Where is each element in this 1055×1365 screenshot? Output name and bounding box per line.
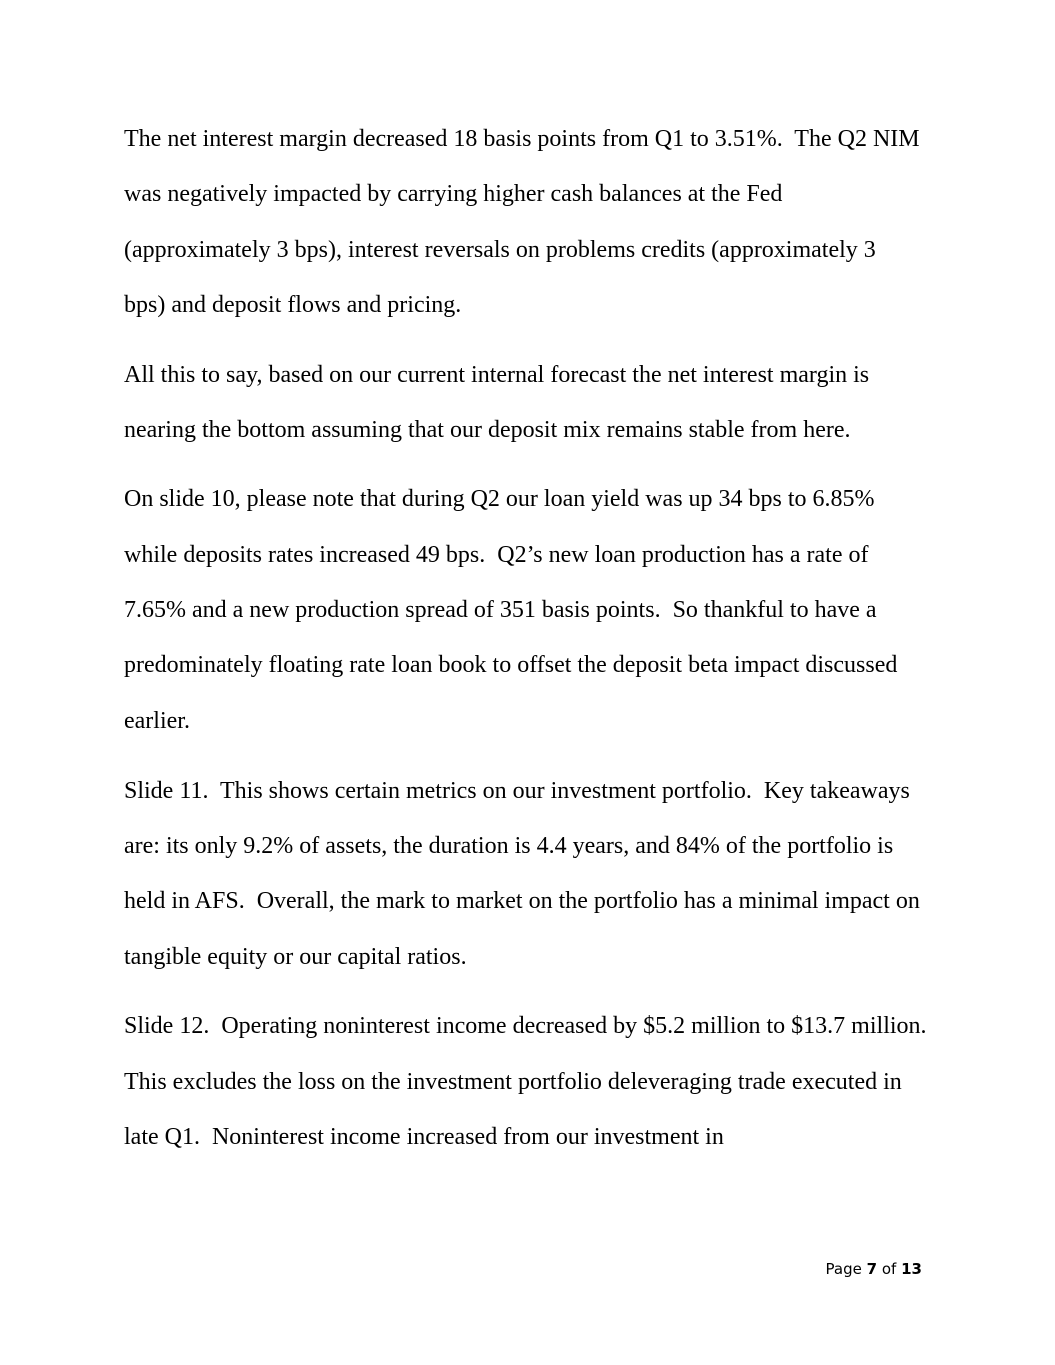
text-line: while deposits rates increased 49 bps. Q2’s new loan production has a rate of (124, 542, 869, 568)
text-line: held in AFS. Overall, the mark to market on the portfolio has a minimal impact on (124, 888, 920, 914)
total-pages-number: 13 (901, 1260, 922, 1278)
page-number (826, 1257, 922, 1281)
text-line: On slide 10, please note that during Q2 our loan yield was up 34 bps to 6.85% (124, 486, 875, 512)
text-line: are: its only 9.2% of assets, the duration is 4.4 years, and 84% of the portfolio is (124, 833, 894, 859)
text-line: late Q1. Noninterest income increased from our investment in (124, 1124, 724, 1150)
page-label: Page (825, 1260, 862, 1278)
current-page-number: 7 (866, 1260, 878, 1278)
text-line: earlier. (124, 708, 190, 734)
of-label: of (881, 1260, 897, 1278)
text-line: bps) and deposit flows and pricing. (124, 292, 462, 318)
text-line: All this to say, based on our current internal forecast the net interest margin is (124, 362, 870, 388)
text-line: 7.65% and a new production spread of 351 basis points. So thankful to have a (124, 597, 877, 623)
text-line: predominately floating rate loan book to offset the deposit beta impact discussed (124, 652, 898, 678)
text-line: nearing the bottom assuming that our deposit mix remains stable from here. (124, 417, 851, 443)
text-line: Slide 12. Operating noninterest income decreased by $5.2 million to $13.7 million. (124, 1013, 927, 1039)
text-line: was negatively impacted by carrying higher cash balances at the Fed (124, 181, 783, 207)
text-line: (approximately 3 bps), interest reversals on problems credits (approximately 3 (124, 237, 876, 263)
text-line: Slide 11. This shows certain metrics on our investment portfolio. Key takeaways (124, 778, 910, 804)
text-line: tangible equity or our capital ratios. (124, 944, 467, 970)
text-line: This excludes the loss on the investment portfolio deleveraging trade executed in (124, 1069, 902, 1095)
text-line: The net interest margin decreased 18 basis points from Q1 to 3.51%. The Q2 NIM (124, 126, 920, 152)
